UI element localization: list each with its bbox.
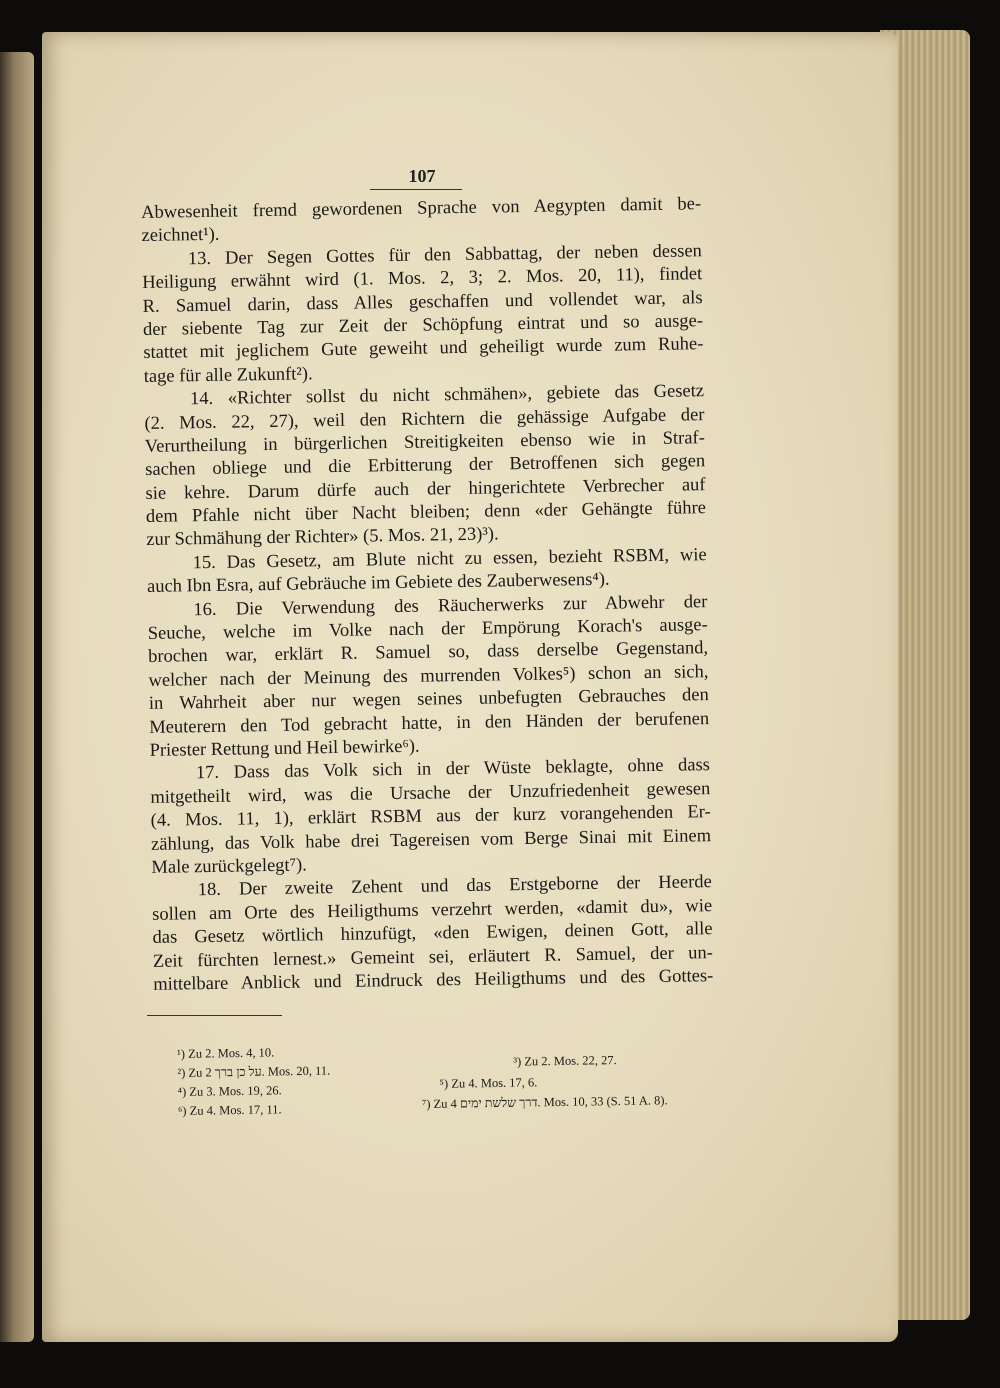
book-page xyxy=(42,32,898,1342)
text-line: sie kehre. Darum dürfe auch der hingerichtete Verbrecher auf xyxy=(145,474,706,504)
text-line: zählung, das Volk habe drei Tagereisen vom Berge Sinai mit Einem xyxy=(150,825,712,855)
text-line: Male zurückgelegt⁷). xyxy=(151,855,308,878)
text-line: Seuche, welche im Volke nach der Empörung Korach's ausge- xyxy=(147,615,708,644)
text-line: Verurtheilung in bürgerlichen Streitigkeiten ebenso wie in Straf- xyxy=(144,428,705,457)
text-line: 18. Der zweite Zehent und das Erstgeborne der Heerde xyxy=(197,872,712,901)
text-line: der siebente Tag zur Zeit der Schöpfung eintrat und so ausge- xyxy=(142,311,704,340)
footnote-3: ³) Zu 2. Mos. 22, 27. xyxy=(513,1053,617,1069)
text-line: stattet mit jeglichem Gute geweiht und geheiligt wurde zum Ruhe- xyxy=(143,334,704,364)
text-line: mittelbare Anblick und Eindruck des Heiligthums und des Gottes- xyxy=(153,965,714,995)
text-line: sachen obliege und die Erbitterung der Betroffenen sich gegen xyxy=(145,451,706,481)
text-line: mitgetheilt wird, was die Ursache der Unzufriedenheit gewesen xyxy=(150,778,711,808)
text-line: sollen am Orte des Heiligthums verzehrt werden, «damit du», wie xyxy=(152,895,713,925)
footnote-1: ¹) Zu 2. Mos. 4, 10. xyxy=(177,1045,275,1061)
text-line: in Wahrheit aber nur wegen seines unbefugten Gebrauches den xyxy=(148,685,709,715)
text-line: 13. Der Segen Gottes für den Sabbattag, der neben dessen xyxy=(187,240,702,270)
text-line: 14. «Richter sollst du nicht schmähen», gebiete das Gesetz xyxy=(189,381,705,410)
page-number: 107 xyxy=(408,166,436,186)
footnote-4: ⁴) Zu 3. Mos. 19, 26. xyxy=(177,1083,282,1099)
text-line: 15. Das Gesetz, am Blute nicht zu essen, bezieht RSBM, wie xyxy=(192,545,707,574)
header-rule xyxy=(370,189,462,190)
left-page-edge xyxy=(0,52,34,1342)
text-line: 16. Die Verwendung des Räucherwerks zur Abwehr der xyxy=(193,591,708,620)
text-line: zeichnet¹). xyxy=(141,225,220,247)
text-line: Abwesenheit fremd gewordenen Sprache von Aegypten damit be- xyxy=(141,194,702,223)
text-line: R. Samuel darin, dass Alles geschaffen und vollendet war, als xyxy=(142,287,703,317)
text-line: brochen war, erklärt R. Samuel so, dass derselbe Gegenstand, xyxy=(147,638,709,668)
text-line: auch Ibn Esra, auf Gebräuche im Gebiete des Zauberwesens⁴). xyxy=(146,569,610,598)
footnote-6: ⁶) Zu 4. Mos. 17, 11. xyxy=(177,1102,282,1118)
footnote-rule xyxy=(147,1015,282,1016)
text-line: Priester Rettung und Heil bewirke⁶). xyxy=(149,736,420,761)
text-line: dem Pfahle nicht über Nacht bleiben; denn «der Gehängte führe xyxy=(145,498,707,528)
text-line: (4. Mos. 11, 1), erklärt RSBM aus der kurz vorangehenden Er- xyxy=(150,802,711,832)
body-text xyxy=(141,193,713,997)
text-line: Meuterern den Tod gebracht hatte, in den Händen der berufenen xyxy=(149,708,710,738)
text-line: Zeit fürchten lernest.» Gemeint sei, erläutert R. Samuel, der un- xyxy=(152,942,714,972)
text-line: Heiligung erwähnt wird (1. Mos. 2, 3; 2. Mos. 20, 11), findet xyxy=(142,264,703,294)
text-line: zur Schmähung der Richter» (5. Mos. 21, 23)³). xyxy=(146,524,499,551)
text-line: das Gesetz wörtlich hinzufügt, «den Ewigen, deinen Gott, alle xyxy=(152,919,713,949)
text-line: tage für alle Zukunft²). xyxy=(143,364,313,387)
footnote-5: ⁵) Zu 4. Mos. 17, 6. xyxy=(439,1075,538,1091)
footnote-7: ⁷) Zu דרך שלשת ימים 4. Mos. 10, 33 (S. 51 A. 8). xyxy=(421,1093,668,1112)
footnote-2: ²) Zu על כן ברך 2. Mos. 20, 11. xyxy=(177,1063,331,1080)
text-line: (2. Mos. 22, 27), weil den Richtern die gehässige Aufgabe der xyxy=(144,404,705,434)
footnotes xyxy=(177,1038,739,1157)
text-line: welcher nach der Meinung des murrenden Volkes⁵) schon an sich, xyxy=(148,661,709,691)
text-line: 17. Dass das Volk sich in der Wüste beklagte, ohne dass xyxy=(195,755,711,784)
